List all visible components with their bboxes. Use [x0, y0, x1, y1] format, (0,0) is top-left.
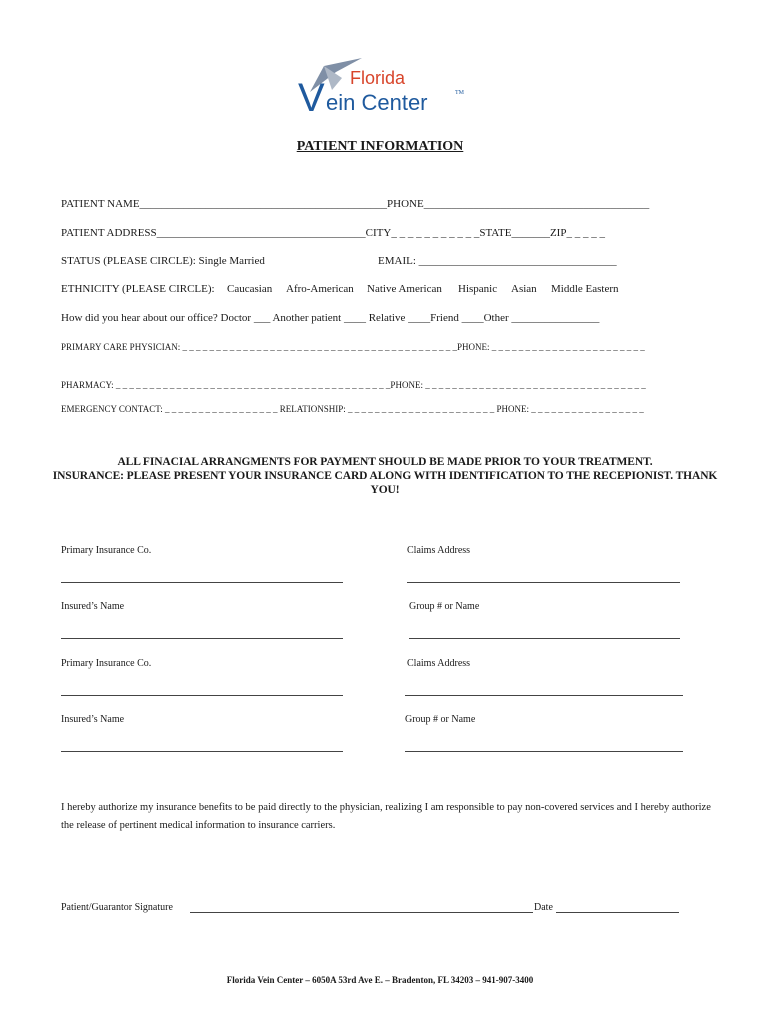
primary-insurance-label-1: Primary Insurance Co.: [61, 545, 152, 556]
logo-trademark: TM: [455, 90, 464, 96]
group-name-label-1: Group # or Name: [409, 601, 480, 612]
insured-name-line-1[interactable]: [61, 638, 343, 639]
pharmacy-field[interactable]: PHARMACY: _ _ _ _ _ _ _ _ _ _ _ _ _ _ _ _ _ _ _ _ _ _ _ _ _ _ _ _ _ _ _ _ _ _ _ _ _ _ _ _ _PHONE: _ _ _ _ _ _ _ _ _ _ _ _ _ _ _ _ _ _ _ _ _ _ _ _ _ _ _ _ _ _ _ _ _: [61, 380, 646, 390]
payment-notice: [40, 455, 730, 497]
ethnicity-option-caucasian[interactable]: Caucasian: [227, 283, 273, 295]
group-name-label-2: Group # or Name: [405, 714, 476, 725]
primary-insurance-line-2[interactable]: [61, 695, 343, 696]
payment-notice-line-2: INSURANCE: PLEASE PRESENT YOUR INSURANCE CARD ALONG WITH IDENTIFICATION TO THE RECEPIONIST. THANK YOU!: [52, 470, 718, 496]
emergency-contact-field[interactable]: EMERGENCY CONTACT: _ _ _ _ _ _ _ _ _ _ _ _ _ _ _ _ _ RELATIONSHIP: _ _ _ _ _ _ _ _ _ _ _ _ _ _ _ _ _ _ _ _ _ _ PHONE: _ _ _ _ _ _ _ _ _ _ _ _ _ _ _ _ _: [61, 404, 644, 414]
ethnicity-option-asian[interactable]: Asian: [511, 283, 537, 295]
group-name-line-1[interactable]: [409, 638, 680, 639]
footer-address: Florida Vein Center – 6050A 53rd Ave E. – Bradenton, FL 34203 – 941-907-3400: [226, 975, 534, 985]
primary-insurance-label-2: Primary Insurance Co.: [61, 658, 152, 669]
date-line[interactable]: [556, 912, 679, 913]
insured-name-label-1: Insured’s Name: [61, 601, 125, 612]
patient-address-field[interactable]: PATIENT ADDRESS______________________________________CITY_ _ _ _ _ _ _ _ _ _ _STATE_______ZIP_ _ _ _ _: [61, 227, 605, 239]
patient-name-phone-field[interactable]: PATIENT NAME_____________________________________________PHONE_________________________________________: [61, 198, 650, 210]
claims-address-line-2[interactable]: [405, 695, 683, 696]
signature-label: Patient/Guarantor Signature: [61, 902, 173, 913]
logo-florida-text: Florida: [350, 68, 406, 88]
claims-address-label-2: Claims Address: [407, 658, 471, 669]
logo-vein-center-text: ein Center: [326, 90, 428, 115]
insured-name-line-2[interactable]: [61, 751, 343, 752]
authorization-statement: I hereby authorize my insurance benefits to be paid directly to the physician, realizing I am responsible to pay non-covered services and I hereby authorize the release of pertinent medical information to insurance carriers.: [61, 802, 711, 831]
ethnicity-option-hispanic[interactable]: Hispanic: [458, 283, 498, 295]
claims-address-label-1: Claims Address: [407, 545, 471, 556]
insured-name-label-2: Insured’s Name: [61, 714, 125, 725]
status-field[interactable]: STATUS (PLEASE CIRCLE): Single Married: [61, 255, 265, 267]
ethnicity-option-native-american[interactable]: Native American: [367, 283, 442, 295]
claims-address-line-1[interactable]: [407, 582, 680, 583]
ethnicity-label: ETHNICITY (PLEASE CIRCLE):: [61, 283, 215, 295]
logo-v-letter: V: [298, 76, 325, 120]
date-label: Date: [534, 902, 553, 913]
payment-notice-line-1: ALL FINACIAL ARRANGMENTS FOR PAYMENT SHOULD BE MADE PRIOR TO YOUR TREATMENT.: [117, 456, 653, 468]
group-name-line-2[interactable]: [405, 751, 683, 752]
signature-line[interactable]: [190, 912, 533, 913]
email-field[interactable]: EMAIL: ____________________________________: [378, 255, 617, 267]
primary-care-physician-field[interactable]: PRIMARY CARE PHYSICIAN: _ _ _ _ _ _ _ _ _ _ _ _ _ _ _ _ _ _ _ _ _ _ _ _ _ _ _ _ _ _ _ _ _ _ _ _ _ _ _ _ _PHONE: _ _ _ _ _ _ _ _ _ _ _ _ _ _ _ _ _ _ _ _ _ _ _: [61, 342, 645, 352]
florida-vein-center-logo: [292, 56, 472, 122]
ethnicity-option-afro-american[interactable]: Afro-American: [286, 283, 354, 295]
primary-insurance-line-1[interactable]: [61, 582, 343, 583]
referral-source-field[interactable]: How did you hear about our office? Doctor ___ Another patient ____ Relative ____Friend ____Other ________________: [61, 312, 600, 324]
page-title: PATIENT INFORMATION: [296, 139, 464, 154]
ethnicity-option-middle-eastern[interactable]: Middle Eastern: [551, 283, 619, 295]
